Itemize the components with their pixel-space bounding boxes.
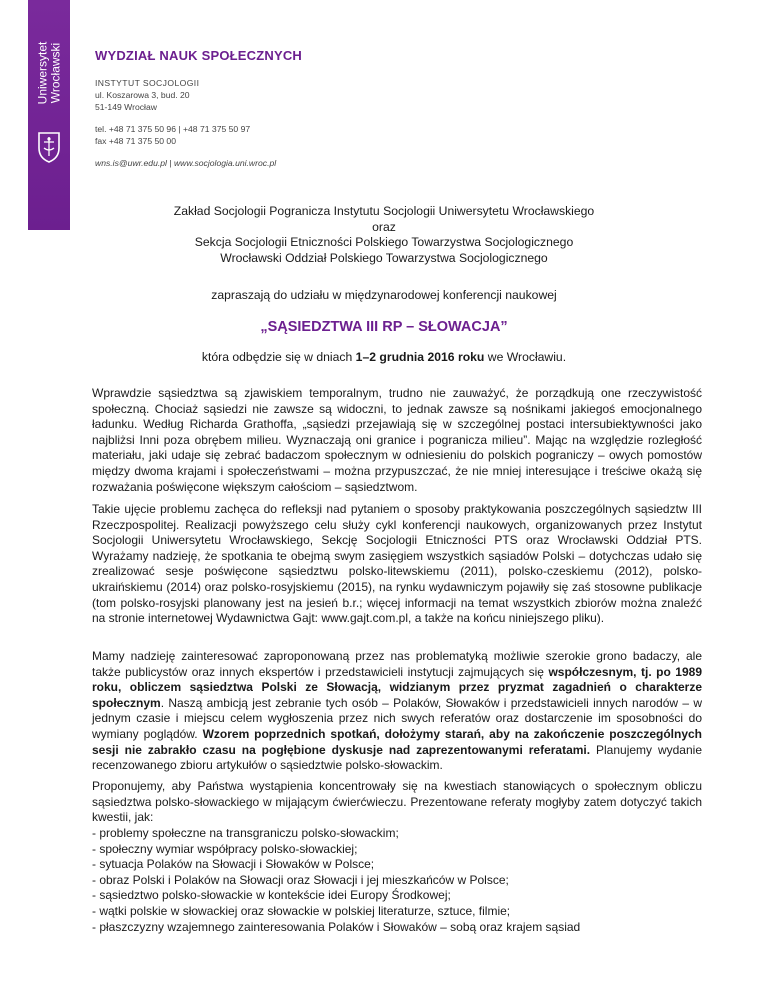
organizer-1: Zakład Socjologii Pogranicza Instytutu Socjologii Uniwersytetu Wrocławskiego — [173, 204, 595, 218]
contact-email-web[interactable]: wns.is@uwr.edu.pl | www.socjologia.uni.wroc.pl — [95, 158, 277, 168]
paragraph-3 — [92, 649, 702, 774]
letterhead — [95, 48, 302, 169]
topics-list — [92, 826, 712, 935]
logo-line-2: Wrocławski — [48, 42, 62, 104]
paragraph-4: Proponujemy, aby Państwa wystąpienia koncentrowały się na kwestiach stanowiących o społecznym obliczu sąsiedztwa polsko-słowackiego w mijającym ćwierćwieczu. Prezentowane referaty mogłyby zatem dotyczyć takich kwestii, jak: — [92, 779, 702, 825]
university-logo-text — [28, 18, 70, 128]
p3-bold-b: współczesnym, tj. po 1989 roku, obliczem sąsiedztwa Polski ze Słowacją, widzianym przez pryzmat zagadnień o charakterze społecznym — [92, 664, 703, 710]
paragraph-2: Takie ujęcie problemu zachęca do refleksji nad pytaniem o sposoby praktykowania poszczególnych sąsiedztw III Rzeczpospolitej. Realizacji powyższego celu służy cykl konferencji naukowych, organizowanych przez Instytut Socjologii Uniwersytetu Wrocławskiego, Sekcję Socjologii Etniczności PTS oraz Wrocławski Oddział PTS. Wyrażamy nadzieję, że spotkania te obejmą swym zasięgiem wszystkich sąsiadów Polski – dotychczas udało się zrealizować sesje poświęcone sąsiedztwu polsko-litewskiemu (2011), polsko-czeskiemu (2012), polsko-ukraińskiemu (2014) oraz polsko-rosyjskiemu (2015), na rynku wydawniczym pojawiły się zaś stosowne publikacje (tom polsko-rosyjski planowany jest na jesień b.r.; więcej informacji na temat wszystkich zbiorów można znaleźć na stronie internetowej Wydawnictwa Gajt: www.gajt.com.pl, a także na końcu niniejszego pliku). — [92, 502, 702, 626]
list-item: - sytuacja Polaków na Słowacji i Słowaków w Polsce; — [92, 857, 375, 872]
date-prefix: która odbędzie się w dniach — [201, 350, 356, 364]
organizer-2: Sekcja Socjologii Etniczności Polskiego Towarzystwa Socjologicznego — [194, 235, 574, 249]
list-item: - sąsiedztwo polsko-słowackie w kontekście idei Europy Środkowej; — [92, 888, 451, 903]
faculty-name: WYDZIAŁ NAUK SPOŁECZNYCH — [95, 48, 303, 63]
list-item: - obraz Polski i Polaków na Słowacji oraz Słowacji i jej mieszkańców w Polsce; — [92, 872, 509, 887]
p3-part-a: Mamy nadzieję zainteresować zaproponowaną przez nas problematyką możliwie szerokie grono badaczy, ale także publicystów oraz innych ekspertów i przedstawicieli instytucji zajmujących się — [92, 649, 702, 679]
organizer-3: Wrocławski Oddział Polskiego Towarzystwa Socjologicznego — [220, 250, 548, 265]
p3-part-c: . Naszą ambicją jest zebranie tych osób – Polaków, Słowaków i przedstawicieli innych narodów – w jednym czasie i miejscu celem wygłoszenia przez nich swych referatów oraz dostarczenie im sposobności do wymiany poglądów. — [92, 695, 702, 741]
list-item: - płaszczyzny wzajemnego zainteresowania Polaków i Słowaków – sobą oraz krajem sąsiad — [92, 919, 581, 934]
university-crest-icon — [36, 130, 62, 164]
organizer-conjunction: oraz — [372, 219, 396, 234]
list-item: - społeczny wymiar współpracy polsko-słowackiej; — [92, 841, 358, 856]
list-item: - problemy społeczne na transgraniczu polsko-słowackim; — [92, 826, 399, 840]
invitation-line: zapraszają do udziału w międzynarodowej konferencji naukowej — [211, 288, 557, 302]
list-item: - wątki polskie w słowackiej oraz słowackie w polskiej literaturze, sztuce, filmie; — [92, 903, 511, 918]
p3-bold-d: Wzorem poprzednich spotkań, dołożymy starań, aby na zakończenie poszczególnych sesji nie zabrakło czasu na pogłębione dyskusje nad zaprezentowanymi referatami. — [92, 726, 702, 757]
address-city: 51-149 Wrocław — [95, 102, 157, 112]
conference-title: „SĄSIEDZTWA III RP – SŁOWACJA” — [260, 319, 508, 335]
fax-number: fax +48 71 375 50 00 — [95, 136, 176, 146]
conference-date-line — [0, 350, 768, 366]
university-sidebar-band — [28, 0, 70, 230]
phone-numbers: tel. +48 71 375 50 96 | +48 71 375 50 97 — [95, 124, 251, 134]
address-street: ul. Koszarowa 3, bud. 20 — [95, 90, 190, 100]
paragraph-1: Wprawdzie sąsiedztwa są zjawiskiem temporalnym, trudno nie zauważyć, że porządkują one rzeczywistość społeczną. Chociaż sąsiedzi nie zawsze są widoczni, to jednak zawsze są nośnikami jakiegoś emocjonalnego ładunku. Według Richarda Grathoffa, „sąsiedzi przejawiają się w szczególnej postaci intersubiektywności jako najbliżsi Inni poza obrębem milieu. Wyznaczają oni granice i pogranicza milieu”. Mając na względzie rozległość materiału, jaki udaje się zebrać badaczom społecznym w odniesieniu do polskich pograniczy – owych pomostów między dwoma krajami i społeczeństwami – można przypuszczać, że nie mniej interesujące i treściwe okażą się rozważania poświęcone większym całościom – sąsiedztwom. — [92, 386, 702, 494]
date-value: 1–2 grudnia 2016 roku — [355, 350, 485, 364]
logo-line-1: Uniwersytet — [35, 41, 49, 105]
date-suffix: we Wrocławiu. — [484, 350, 567, 364]
p3-part-e: Planujemy wydanie recenzowanego zbioru artykułów o sąsiedztwie polsko-słowackim. — [92, 742, 702, 773]
organizers-block — [0, 204, 768, 266]
institute-name: INSTYTUT SOCJOLOGII — [95, 78, 200, 88]
